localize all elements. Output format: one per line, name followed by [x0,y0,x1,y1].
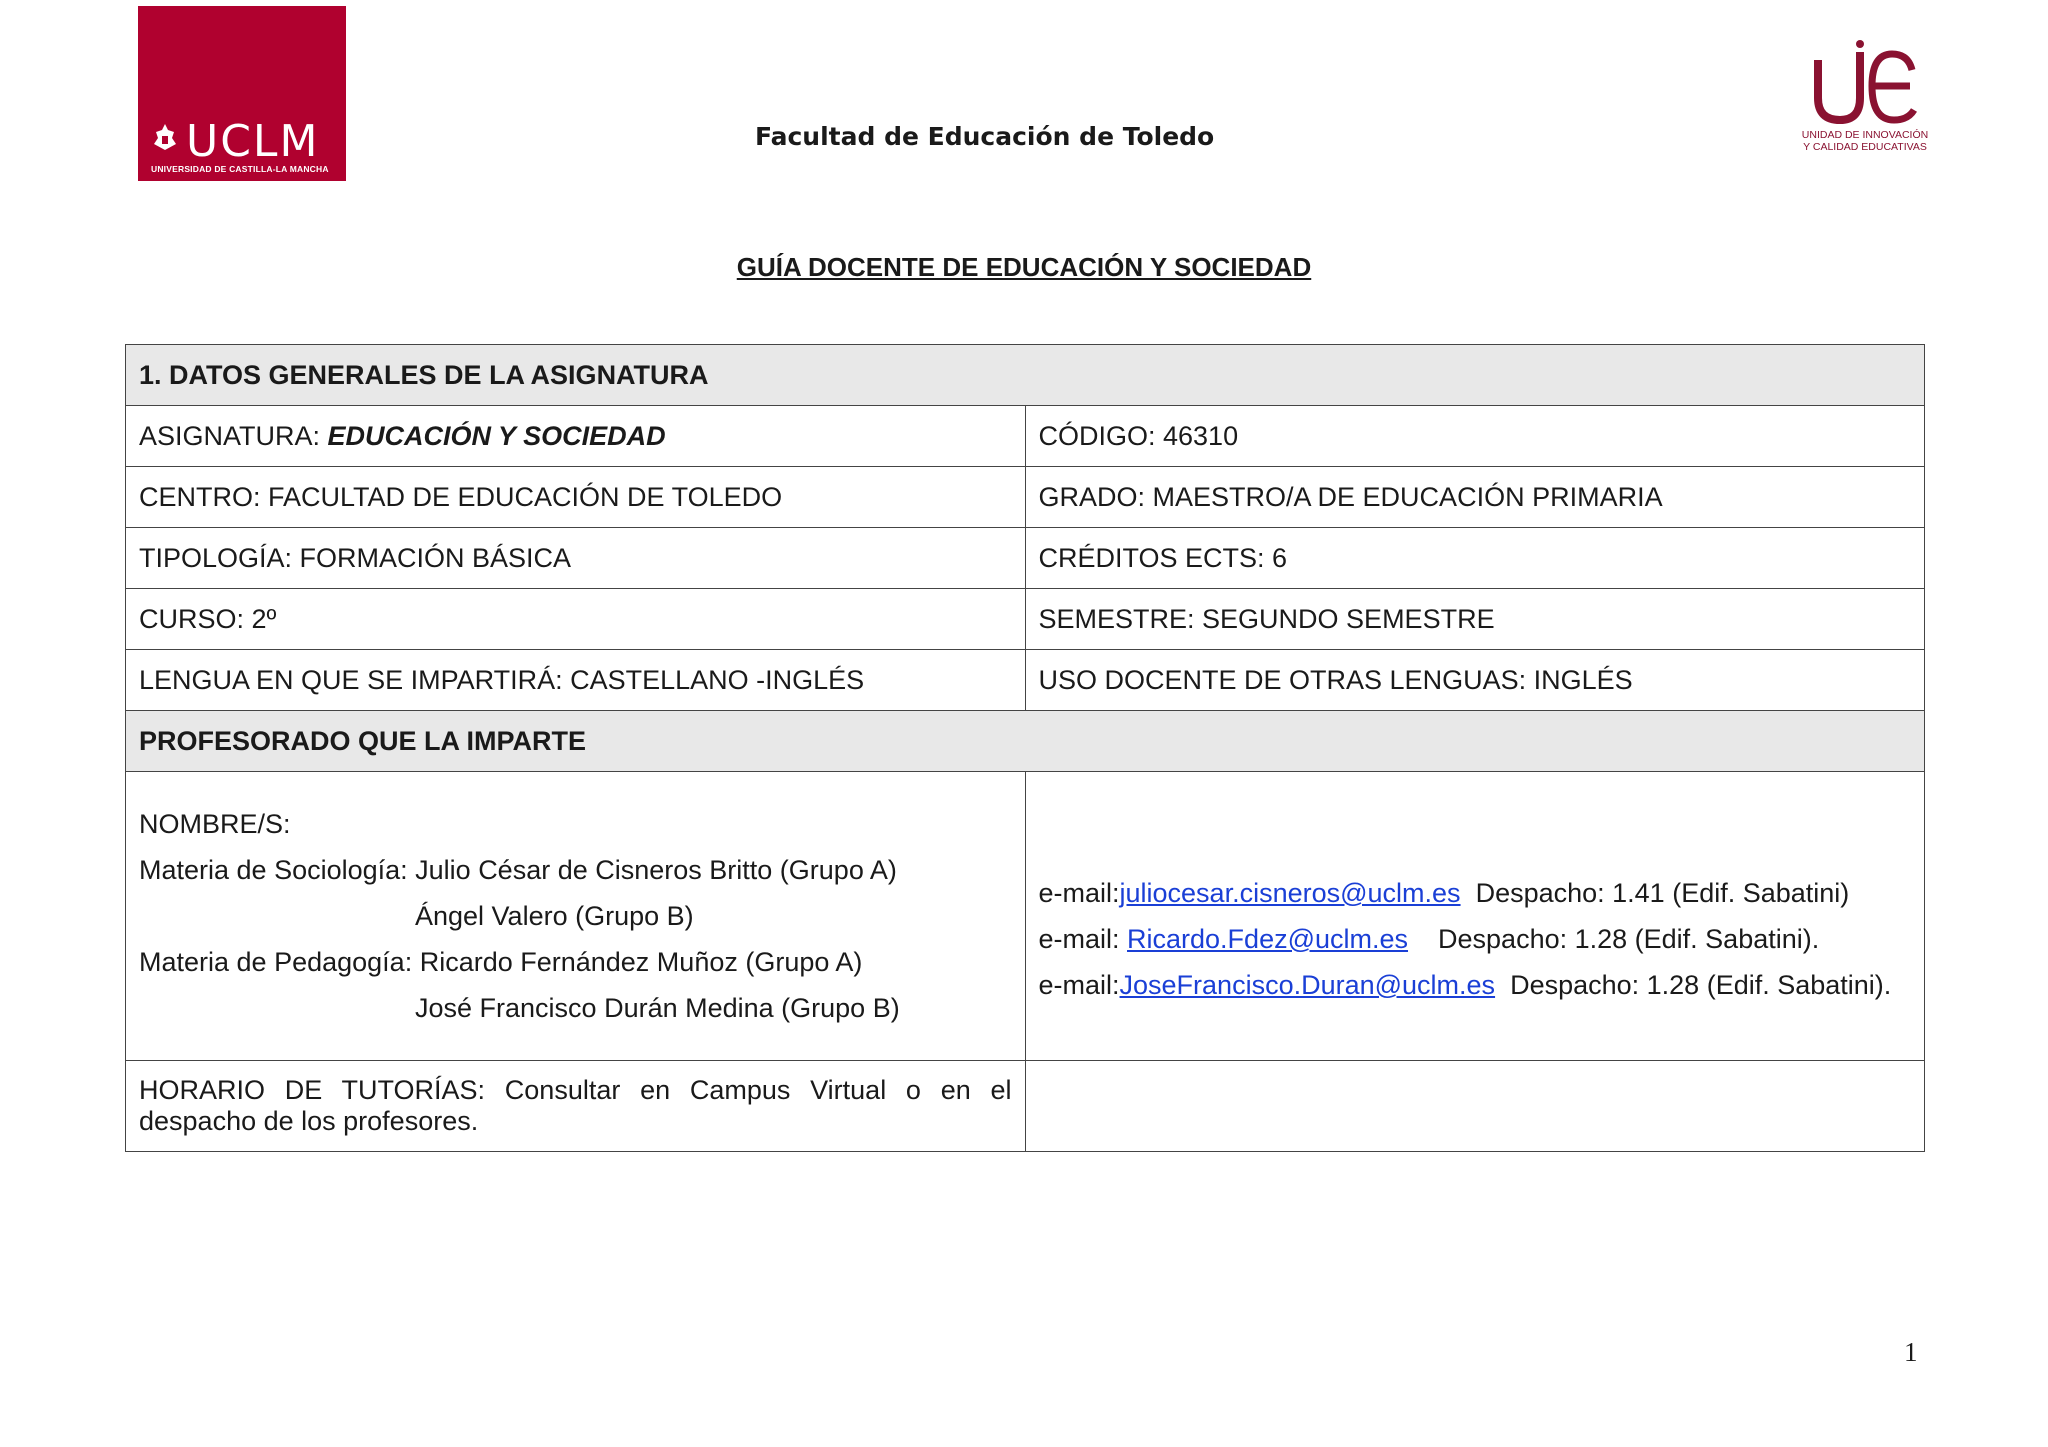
course-data-table [125,344,1925,1152]
office-text: Despacho: 1.28 (Edif. Sabatini). [1495,970,1892,1000]
nombres-label: NOMBRE/S: [139,809,291,839]
uie-logo [1800,40,1930,160]
horario-cell [126,1061,1026,1152]
office-text: Despacho: 1.41 (Edif. Sabatini) [1460,878,1850,908]
professor-line: Materia de Pedagogía: Ricardo Fernández Muñoz (Grupo A) [139,947,863,977]
contact-line [1039,916,1912,962]
codigo-cell: CÓDIGO: 46310 [1025,406,1925,467]
uie-mark-icon [1812,40,1918,126]
grado-cell: GRADO: MAESTRO/A DE EDUCACIÓN PRIMARIA [1025,467,1925,528]
tipologia-cell: TIPOLOGÍA: FORMACIÓN BÁSICA [126,528,1026,589]
section-header-row [126,345,1925,406]
table-row [126,589,1925,650]
professor-line: José Francisco Durán Medina (Grupo B) [415,993,900,1023]
horario-line2: despacho de los profesores. [139,1106,479,1136]
email-prefix: e-mail: [1038,924,1128,954]
email-link[interactable]: JoseFrancisco.Duran@uclm.es [1119,970,1496,1000]
curso-cell: CURSO: 2º [126,589,1026,650]
table-row [126,1061,1925,1152]
email-link[interactable]: Ricardo.Fdez@uclm.es [1127,924,1409,954]
section-header-row [126,711,1925,772]
asignatura-value: EDUCACIÓN Y SOCIEDAD [327,420,666,451]
centro-cell: CENTRO: FACULTAD DE EDUCACIÓN DE TOLEDO [126,467,1026,528]
asignatura-label: ASIGNATURA: [139,420,328,451]
semestre-cell: SEMESTRE: SEGUNDO SEMESTRE [1025,589,1925,650]
contacts-spacer [1039,824,1912,870]
table-row [126,467,1925,528]
contact-line [1039,870,1912,916]
lengua-cell: LENGUA EN QUE SE IMPARTIRÁ: CASTELLANO -INGLÉS [126,650,1026,711]
document-title: GUÍA DOCENTE DE EDUCACIÓN Y SOCIEDAD [736,252,1312,282]
uclm-logo-word: UCLM [186,116,320,167]
professor-line: Materia de Sociología: Julio César de Cisneros Britto (Grupo A) [139,855,897,885]
uie-logo-line1: UNIDAD DE INNOVACIÓN [1801,129,1929,141]
uclm-logo [138,6,346,181]
uclm-tower-icon [150,122,180,152]
professors-cell [126,772,1026,1061]
section1-heading: 1. DATOS GENERALES DE LA ASIGNATURA [126,345,1925,406]
email-prefix: e-mail: [1038,970,1120,1000]
table-row [126,406,1925,467]
faculty-heading: Facultad de Educación de Toledo [755,122,1215,151]
horario-line1: HORARIO DE TUTORÍAS: Consultar en Campus Virtual o en el [139,1075,1012,1105]
uclm-logo-subtitle: UNIVERSIDAD DE CASTILLA-LA MANCHA [151,164,329,174]
email-link[interactable]: juliocesar.cisneros@uclm.es [1119,878,1461,908]
horario-empty-cell [1025,1061,1925,1152]
professor-line: Ángel Valero (Grupo B) [415,901,694,931]
uso-docente-cell: USO DOCENTE DE OTRAS LENGUAS: INGLÉS [1025,650,1925,711]
creditos-cell: CRÉDITOS ECTS: 6 [1025,528,1925,589]
contacts-cell [1025,772,1925,1061]
section2-heading: PROFESORADO QUE LA IMPARTE [126,711,1925,772]
uie-logo-line2: Y CALIDAD EDUCATIVAS [1803,141,1927,153]
page-number: 1 [1904,1337,1918,1367]
office-text: Despacho: 1.28 (Edif. Sabatini). [1408,924,1820,954]
email-prefix: e-mail: [1038,878,1120,908]
contact-line [1039,962,1912,1008]
asignatura-cell [126,406,1026,467]
table-row [126,772,1925,1061]
table-row [126,650,1925,711]
table-row [126,528,1925,589]
